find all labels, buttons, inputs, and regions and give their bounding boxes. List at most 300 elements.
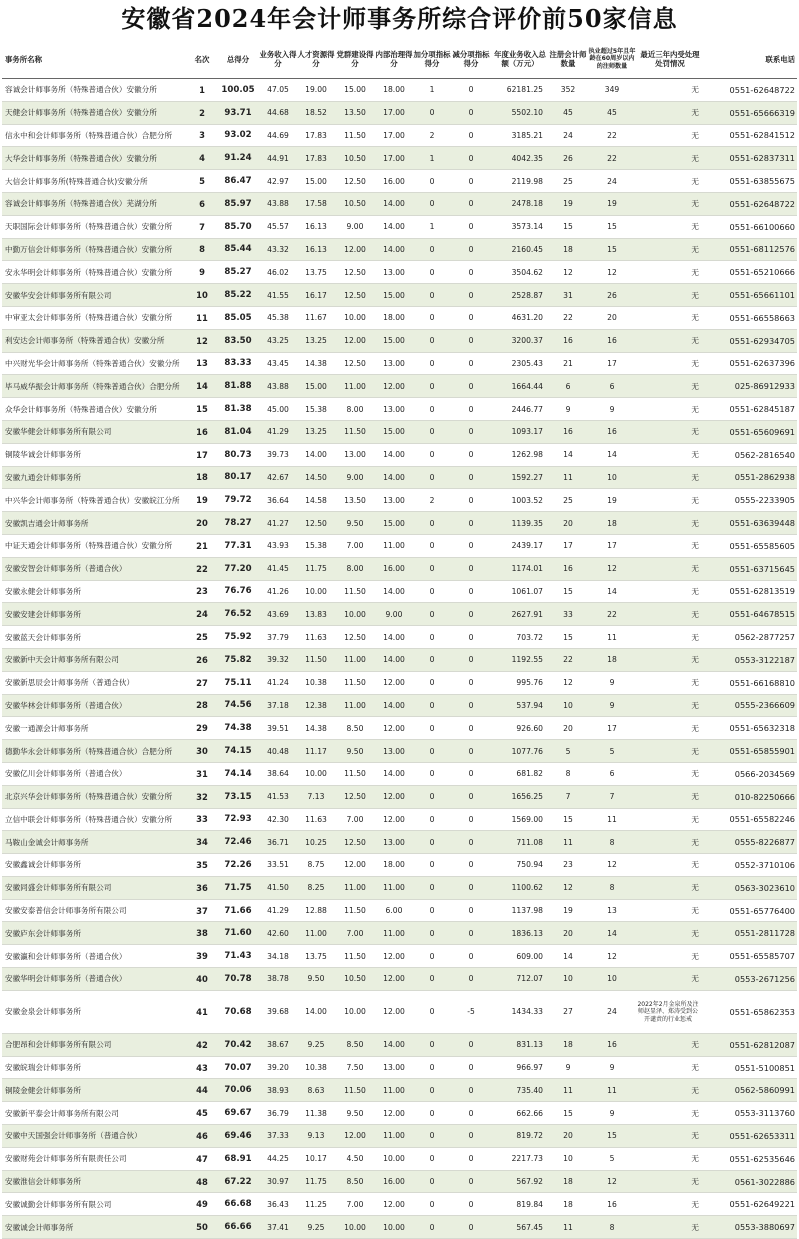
- cell-penalty: 无: [637, 580, 703, 603]
- cell-cpa-young-count: 16: [587, 420, 637, 443]
- cell-phone: 0551-62841512: [703, 124, 797, 147]
- cell-minus-score: 0: [451, 945, 491, 968]
- cell-talent-score: 16.17: [297, 284, 335, 307]
- cell-minus-score: 0: [451, 147, 491, 170]
- cell-minus-score: 0: [451, 420, 491, 443]
- cell-phone: 0551-65609691: [703, 420, 797, 443]
- cell-rank: 48: [187, 1170, 217, 1193]
- cell-minus-score: 0: [451, 1193, 491, 1216]
- cell-rank: 14: [187, 375, 217, 398]
- cell-rank: 27: [187, 671, 217, 694]
- cell-talent-score: 17.58: [297, 192, 335, 215]
- cell-bonus-score: 0: [413, 1056, 451, 1079]
- ranking-table: [2, 40, 797, 1239]
- cell-cpa-count: 18: [549, 1033, 587, 1056]
- table-row: [2, 238, 797, 261]
- cell-penalty: 无: [637, 466, 703, 489]
- cell-rank: 32: [187, 785, 217, 808]
- cell-party-score: 11.50: [335, 762, 375, 785]
- cell-party-score: 12.50: [335, 170, 375, 193]
- cell-cpa-young-count: 12: [587, 557, 637, 580]
- cell-firm-name: 马鞍山金诚会计师事务所: [2, 831, 187, 854]
- cell-bonus-score: 0: [413, 603, 451, 626]
- cell-penalty: 无: [637, 1170, 703, 1193]
- cell-penalty: 无: [637, 1079, 703, 1102]
- cell-party-score: 11.50: [335, 420, 375, 443]
- cell-cpa-young-count: 9: [587, 1102, 637, 1125]
- cell-penalty: 无: [637, 124, 703, 147]
- cell-firm-name: 天职国际会计师事务所（特殊普通合伙）安徽分所: [2, 215, 187, 238]
- cell-total-score: 76.76: [217, 580, 259, 603]
- cell-firm-name: 中勤万信会计师事务所（特殊普通合伙）安徽分所: [2, 238, 187, 261]
- cell-talent-score: 11.38: [297, 1102, 335, 1125]
- cell-rank: 2: [187, 101, 217, 124]
- cell-cpa-young-count: 9: [587, 694, 637, 717]
- cell-business-score: 43.88: [259, 375, 297, 398]
- cell-firm-name: 中兴华会计师事务所（特殊普通合伙）安徽皖江分所: [2, 489, 187, 512]
- cell-total-score: 75.82: [217, 648, 259, 671]
- cell-revenue: 3504.62: [491, 261, 549, 284]
- cell-party-score: 11.50: [335, 671, 375, 694]
- cell-bonus-score: 1: [413, 215, 451, 238]
- cell-penalty: 无: [637, 876, 703, 899]
- table-row: [2, 79, 797, 102]
- cell-minus-score: 0: [451, 648, 491, 671]
- cell-party-score: 12.00: [335, 329, 375, 352]
- cell-business-score: 43.45: [259, 352, 297, 375]
- cell-phone: 0551-62637396: [703, 352, 797, 375]
- cell-revenue: 1664.44: [491, 375, 549, 398]
- cell-cpa-young-count: 9: [587, 671, 637, 694]
- cell-revenue: 1003.52: [491, 489, 549, 512]
- table-row: [2, 831, 797, 854]
- table-row: [2, 785, 797, 808]
- cell-business-score: 41.53: [259, 785, 297, 808]
- cell-penalty: 无: [637, 1193, 703, 1216]
- cell-penalty: 无: [637, 945, 703, 968]
- cell-total-score: 72.93: [217, 808, 259, 831]
- cell-business-score: 37.18: [259, 694, 297, 717]
- cell-party-score: 12.50: [335, 626, 375, 649]
- cell-cpa-young-count: 22: [587, 124, 637, 147]
- cell-cpa-count: 18: [549, 1193, 587, 1216]
- header-party: 党群建设得分: [335, 40, 375, 79]
- cell-business-score: 44.25: [259, 1147, 297, 1170]
- cell-business-score: 41.29: [259, 899, 297, 922]
- cell-penalty: 无: [637, 215, 703, 238]
- cell-governance-score: 14.00: [375, 215, 413, 238]
- cell-business-score: 33.51: [259, 854, 297, 877]
- cell-firm-name: 安徽安智会计师事务所（普通合伙）: [2, 557, 187, 580]
- cell-revenue: 2627.91: [491, 603, 549, 626]
- cell-cpa-count: 11: [549, 466, 587, 489]
- cell-governance-score: 15.00: [375, 329, 413, 352]
- cell-governance-score: 12.00: [375, 785, 413, 808]
- cell-talent-score: 9.25: [297, 1216, 335, 1239]
- cell-governance-score: 14.00: [375, 443, 413, 466]
- cell-cpa-young-count: 19: [587, 489, 637, 512]
- cell-phone: 0551-65661101: [703, 284, 797, 307]
- cell-revenue: 2528.87: [491, 284, 549, 307]
- cell-cpa-count: 10: [549, 1147, 587, 1170]
- cell-cpa-young-count: 11: [587, 626, 637, 649]
- cell-minus-score: 0: [451, 170, 491, 193]
- cell-total-score: 85.05: [217, 306, 259, 329]
- cell-bonus-score: 0: [413, 785, 451, 808]
- cell-business-score: 45.38: [259, 306, 297, 329]
- cell-penalty: 无: [637, 1147, 703, 1170]
- cell-party-score: 4.50: [335, 1147, 375, 1170]
- cell-rank: 50: [187, 1216, 217, 1239]
- cell-firm-name: 安徽华林会计师事务所（普通合伙）: [2, 694, 187, 717]
- cell-party-score: 11.00: [335, 375, 375, 398]
- cell-cpa-young-count: 26: [587, 284, 637, 307]
- cell-cpa-count: 12: [549, 671, 587, 694]
- cell-bonus-score: 0: [413, 375, 451, 398]
- cell-party-score: 8.00: [335, 398, 375, 421]
- cell-talent-score: 14.00: [297, 443, 335, 466]
- cell-firm-name: 安徽鑫诚会计师事务所: [2, 854, 187, 877]
- cell-cpa-young-count: 16: [587, 329, 637, 352]
- table-row: [2, 648, 797, 671]
- cell-business-score: 43.25: [259, 329, 297, 352]
- cell-cpa-young-count: 6: [587, 375, 637, 398]
- cell-talent-score: 11.75: [297, 1170, 335, 1193]
- cell-bonus-score: 0: [413, 261, 451, 284]
- cell-rank: 31: [187, 762, 217, 785]
- cell-talent-score: 9.13: [297, 1125, 335, 1148]
- cell-total-score: 91.24: [217, 147, 259, 170]
- cell-talent-score: 11.00: [297, 922, 335, 945]
- cell-rank: 42: [187, 1033, 217, 1056]
- cell-cpa-count: 19: [549, 192, 587, 215]
- cell-governance-score: 13.00: [375, 831, 413, 854]
- cell-cpa-young-count: 5: [587, 1147, 637, 1170]
- cell-penalty: 无: [637, 147, 703, 170]
- cell-firm-name: 安徽新思辰会计师事务所（普通合伙）: [2, 671, 187, 694]
- cell-talent-score: 14.00: [297, 990, 335, 1033]
- cell-rank: 15: [187, 398, 217, 421]
- cell-minus-score: 0: [451, 1056, 491, 1079]
- cell-phone: 0551-62648722: [703, 192, 797, 215]
- cell-penalty: 无: [637, 398, 703, 421]
- cell-total-score: 71.66: [217, 899, 259, 922]
- cell-talent-score: 10.38: [297, 1056, 335, 1079]
- cell-firm-name: 信永中和会计师事务所（特殊普通合伙）合肥分所: [2, 124, 187, 147]
- cell-total-score: 74.15: [217, 740, 259, 763]
- cell-firm-name: 安徽华安会计师事务所有限公司: [2, 284, 187, 307]
- cell-governance-score: 14.00: [375, 762, 413, 785]
- cell-cpa-count: 18: [549, 1170, 587, 1193]
- cell-cpa-young-count: 12: [587, 945, 637, 968]
- cell-minus-score: 0: [451, 899, 491, 922]
- cell-penalty: 无: [637, 1056, 703, 1079]
- cell-party-score: 11.00: [335, 694, 375, 717]
- cell-revenue: 4631.20: [491, 306, 549, 329]
- cell-cpa-count: 31: [549, 284, 587, 307]
- header-name: 事务所名称: [2, 40, 187, 79]
- cell-phone: 010-82250666: [703, 785, 797, 808]
- cell-business-score: 43.32: [259, 238, 297, 261]
- cell-bonus-score: 0: [413, 284, 451, 307]
- cell-firm-name: 安徽凯吉通会计师事务所: [2, 512, 187, 535]
- cell-party-score: 11.50: [335, 580, 375, 603]
- cell-firm-name: 安徽诚会计师事务所: [2, 1216, 187, 1239]
- cell-rank: 13: [187, 352, 217, 375]
- cell-governance-score: 15.00: [375, 512, 413, 535]
- cell-phone: 0551-62837311: [703, 147, 797, 170]
- cell-phone: 0551-65776400: [703, 899, 797, 922]
- cell-phone: 0553-2671256: [703, 968, 797, 991]
- cell-revenue: 703.72: [491, 626, 549, 649]
- table-row: [2, 284, 797, 307]
- cell-phone: 0562-2816540: [703, 443, 797, 466]
- table-row: [2, 1079, 797, 1102]
- cell-cpa-young-count: 13: [587, 899, 637, 922]
- cell-firm-name: 安徽皖瑞会计师事务所: [2, 1056, 187, 1079]
- cell-talent-score: 11.50: [297, 648, 335, 671]
- cell-total-score: 81.38: [217, 398, 259, 421]
- cell-cpa-young-count: 10: [587, 466, 637, 489]
- cell-party-score: 12.00: [335, 1125, 375, 1148]
- cell-phone: 0551-65862353: [703, 990, 797, 1033]
- cell-governance-score: 12.00: [375, 1102, 413, 1125]
- cell-governance-score: 14.00: [375, 192, 413, 215]
- cell-governance-score: 6.00: [375, 899, 413, 922]
- cell-cpa-count: 19: [549, 899, 587, 922]
- cell-penalty: 2022年2月金泉所及注师赵显泽、郑涛受到公开谴责的行业惩戒: [637, 990, 703, 1033]
- cell-talent-score: 9.50: [297, 968, 335, 991]
- cell-total-score: 80.73: [217, 443, 259, 466]
- cell-phone: 0552-3710106: [703, 854, 797, 877]
- cell-bonus-score: 0: [413, 420, 451, 443]
- cell-revenue: 2217.73: [491, 1147, 549, 1170]
- cell-minus-score: 0: [451, 215, 491, 238]
- cell-cpa-young-count: 17: [587, 534, 637, 557]
- cell-phone: 0551-65582246: [703, 808, 797, 831]
- cell-business-score: 45.57: [259, 215, 297, 238]
- cell-phone: 0551-62812087: [703, 1033, 797, 1056]
- cell-cpa-count: 20: [549, 922, 587, 945]
- header-governance: 内部治理得分: [375, 40, 413, 79]
- cell-rank: 22: [187, 557, 217, 580]
- cell-cpa-count: 12: [549, 876, 587, 899]
- cell-bonus-score: 0: [413, 466, 451, 489]
- cell-penalty: 无: [637, 420, 703, 443]
- cell-business-score: 41.26: [259, 580, 297, 603]
- cell-phone: 0551-65585707: [703, 945, 797, 968]
- cell-cpa-count: 17: [549, 534, 587, 557]
- cell-minus-score: 0: [451, 740, 491, 763]
- cell-penalty: 无: [637, 375, 703, 398]
- cell-rank: 47: [187, 1147, 217, 1170]
- cell-rank: 17: [187, 443, 217, 466]
- cell-party-score: 12.50: [335, 261, 375, 284]
- cell-total-score: 75.11: [217, 671, 259, 694]
- cell-cpa-young-count: 6: [587, 762, 637, 785]
- cell-business-score: 37.41: [259, 1216, 297, 1239]
- cell-bonus-score: 0: [413, 352, 451, 375]
- cell-business-score: 43.69: [259, 603, 297, 626]
- cell-penalty: 无: [637, 1102, 703, 1125]
- cell-talent-score: 16.13: [297, 215, 335, 238]
- cell-bonus-score: 0: [413, 717, 451, 740]
- cell-revenue: 712.07: [491, 968, 549, 991]
- cell-minus-score: 0: [451, 762, 491, 785]
- cell-penalty: 无: [637, 1216, 703, 1239]
- cell-revenue: 750.94: [491, 854, 549, 877]
- cell-minus-score: 0: [451, 1079, 491, 1102]
- cell-penalty: 无: [637, 785, 703, 808]
- cell-minus-score: 0: [451, 79, 491, 102]
- cell-cpa-young-count: 45: [587, 101, 637, 124]
- cell-cpa-young-count: 7: [587, 785, 637, 808]
- cell-business-score: 37.33: [259, 1125, 297, 1148]
- cell-party-score: 13.00: [335, 443, 375, 466]
- cell-phone: 0551-5100851: [703, 1056, 797, 1079]
- table-row: [2, 101, 797, 124]
- cell-revenue: 1262.98: [491, 443, 549, 466]
- cell-penalty: 无: [637, 968, 703, 991]
- cell-talent-score: 10.25: [297, 831, 335, 854]
- cell-rank: 36: [187, 876, 217, 899]
- cell-cpa-young-count: 12: [587, 1170, 637, 1193]
- cell-cpa-count: 14: [549, 945, 587, 968]
- cell-cpa-count: 16: [549, 557, 587, 580]
- header-minus: 减分项指标得分: [451, 40, 491, 79]
- cell-governance-score: 12.00: [375, 808, 413, 831]
- cell-penalty: 无: [637, 557, 703, 580]
- table-row: [2, 466, 797, 489]
- cell-revenue: 681.82: [491, 762, 549, 785]
- cell-penalty: 无: [637, 261, 703, 284]
- cell-firm-name: 安徽新中天会计师事务所有限公司: [2, 648, 187, 671]
- cell-bonus-score: 0: [413, 238, 451, 261]
- cell-cpa-young-count: 17: [587, 352, 637, 375]
- cell-talent-score: 15.00: [297, 375, 335, 398]
- cell-talent-score: 17.83: [297, 124, 335, 147]
- cell-phone: 0551-65855901: [703, 740, 797, 763]
- table-row: [2, 443, 797, 466]
- cell-talent-score: 15.00: [297, 170, 335, 193]
- cell-talent-score: 14.38: [297, 352, 335, 375]
- cell-revenue: 1434.33: [491, 990, 549, 1033]
- cell-governance-score: 12.00: [375, 945, 413, 968]
- table-row: [2, 876, 797, 899]
- cell-minus-score: 0: [451, 534, 491, 557]
- cell-penalty: 无: [637, 284, 703, 307]
- cell-party-score: 7.50: [335, 1056, 375, 1079]
- cell-governance-score: 17.00: [375, 147, 413, 170]
- cell-minus-score: 0: [451, 398, 491, 421]
- cell-business-score: 39.68: [259, 990, 297, 1033]
- cell-penalty: 无: [637, 626, 703, 649]
- cell-firm-name: 中兴财光华会计师事务所（特殊普通合伙）安徽分所: [2, 352, 187, 375]
- cell-total-score: 73.15: [217, 785, 259, 808]
- cell-minus-score: 0: [451, 101, 491, 124]
- cell-governance-score: 15.00: [375, 284, 413, 307]
- cell-bonus-score: 0: [413, 580, 451, 603]
- cell-rank: 7: [187, 215, 217, 238]
- table-row: [2, 922, 797, 945]
- cell-revenue: 2439.17: [491, 534, 549, 557]
- table-row: [2, 512, 797, 535]
- cell-revenue: 1137.98: [491, 899, 549, 922]
- cell-penalty: 无: [637, 534, 703, 557]
- cell-firm-name: 大华会计师事务所（特殊普通合伙）安徽分所: [2, 147, 187, 170]
- cell-revenue: 1592.27: [491, 466, 549, 489]
- cell-governance-score: 14.00: [375, 1033, 413, 1056]
- cell-party-score: 8.50: [335, 1170, 375, 1193]
- cell-bonus-score: 0: [413, 1125, 451, 1148]
- cell-phone: 0551-62813519: [703, 580, 797, 603]
- table-row: [2, 375, 797, 398]
- cell-cpa-count: 12: [549, 261, 587, 284]
- cell-talent-score: 13.25: [297, 420, 335, 443]
- cell-business-score: 38.67: [259, 1033, 297, 1056]
- cell-revenue: 819.84: [491, 1193, 549, 1216]
- cell-total-score: 77.20: [217, 557, 259, 580]
- cell-governance-score: 10.00: [375, 1147, 413, 1170]
- cell-penalty: 无: [637, 329, 703, 352]
- cell-cpa-count: 33: [549, 603, 587, 626]
- cell-minus-score: 0: [451, 1216, 491, 1239]
- cell-party-score: 12.50: [335, 785, 375, 808]
- table-row: [2, 808, 797, 831]
- cell-firm-name: 中审亚太会计师事务所（特殊普通合伙）安徽分所: [2, 306, 187, 329]
- cell-party-score: 10.00: [335, 306, 375, 329]
- cell-talent-score: 19.00: [297, 79, 335, 102]
- cell-rank: 9: [187, 261, 217, 284]
- cell-talent-score: 8.25: [297, 876, 335, 899]
- cell-firm-name: 中证天通会计师事务所（特殊普通合伙）安徽分所: [2, 534, 187, 557]
- cell-governance-score: 16.00: [375, 170, 413, 193]
- cell-rank: 16: [187, 420, 217, 443]
- cell-talent-score: 13.83: [297, 603, 335, 626]
- cell-penalty: 无: [637, 101, 703, 124]
- cell-cpa-count: 15: [549, 580, 587, 603]
- cell-business-score: 42.60: [259, 922, 297, 945]
- cell-governance-score: 14.00: [375, 238, 413, 261]
- cell-phone: 0551-66168810: [703, 671, 797, 694]
- cell-business-score: 37.79: [259, 626, 297, 649]
- cell-rank: 28: [187, 694, 217, 717]
- cell-penalty: 无: [637, 443, 703, 466]
- cell-bonus-score: 0: [413, 1079, 451, 1102]
- header-revenue: 年度业务收入总额（万元）: [491, 40, 549, 79]
- cell-cpa-young-count: 8: [587, 831, 637, 854]
- cell-minus-score: 0: [451, 968, 491, 991]
- cell-party-score: 11.00: [335, 876, 375, 899]
- cell-revenue: 3200.37: [491, 329, 549, 352]
- cell-talent-score: 13.75: [297, 261, 335, 284]
- cell-bonus-score: 0: [413, 808, 451, 831]
- cell-talent-score: 11.67: [297, 306, 335, 329]
- cell-total-score: 74.56: [217, 694, 259, 717]
- table-row: [2, 1147, 797, 1170]
- cell-party-score: 11.00: [335, 648, 375, 671]
- cell-business-score: 44.91: [259, 147, 297, 170]
- table-row: [2, 534, 797, 557]
- table-row: [2, 1170, 797, 1193]
- cell-talent-score: 13.75: [297, 945, 335, 968]
- cell-cpa-count: 8: [549, 762, 587, 785]
- cell-cpa-count: 25: [549, 489, 587, 512]
- cell-rank: 23: [187, 580, 217, 603]
- cell-cpa-young-count: 19: [587, 192, 637, 215]
- cell-minus-score: 0: [451, 808, 491, 831]
- cell-party-score: 7.00: [335, 534, 375, 557]
